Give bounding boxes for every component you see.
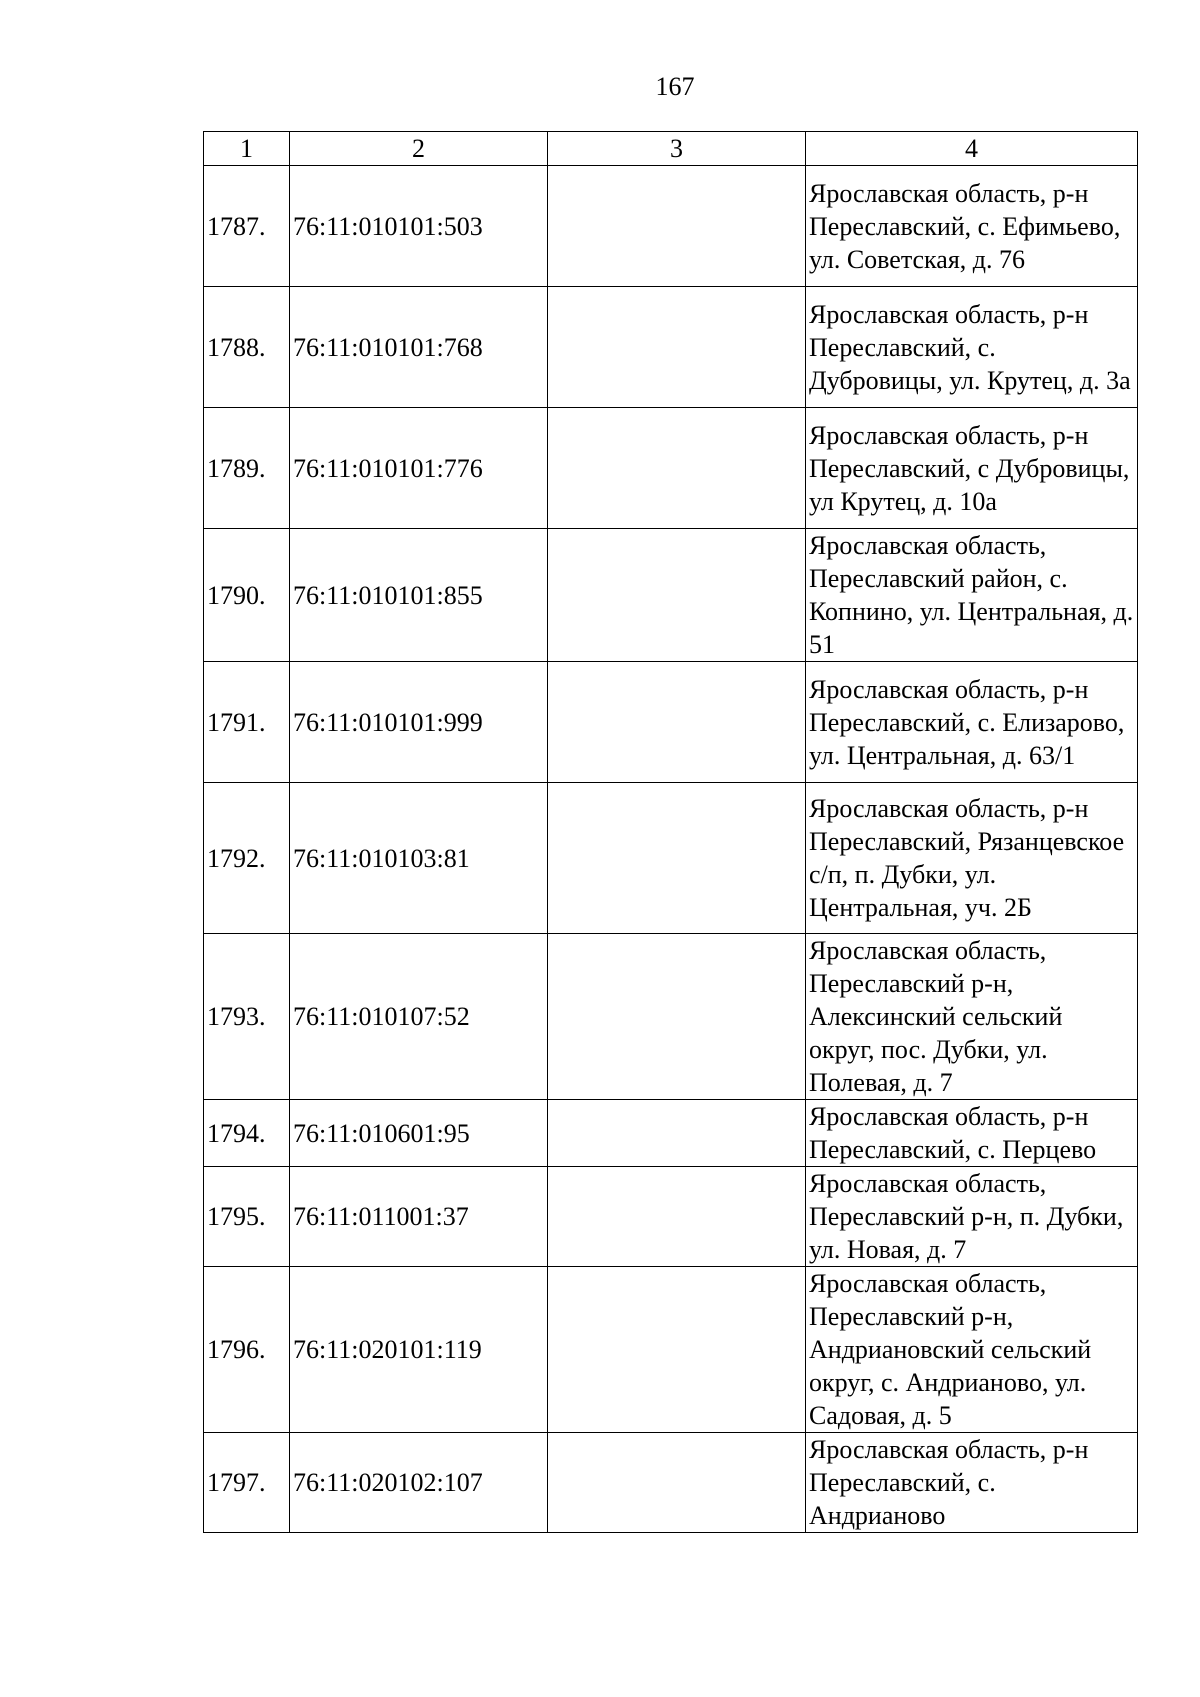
cadastral-number: 76:11:011001:37 <box>290 1167 548 1267</box>
table-row <box>204 1167 1138 1267</box>
column-header-3: 3 <box>548 132 806 166</box>
row-number: 1793. <box>204 934 290 1100</box>
table-row <box>204 1433 1138 1533</box>
address-cell: Ярославская область, Переславский р-н, Андриановский сельский округ, с. Андрианово, ул. Садовая, д. 5 <box>806 1267 1138 1433</box>
column-3-cell <box>548 529 806 662</box>
address-cell: Ярославская область, р-н Переславский, Рязанцевское с/п, п. Дубки, ул. Центральная, уч. 2Б <box>806 783 1138 934</box>
column-3-cell <box>548 783 806 934</box>
address-cell: Ярославская область, р-н Переславский, с. Перцево <box>806 1100 1138 1167</box>
table-row <box>204 662 1138 783</box>
cadastral-number: 76:11:020101:119 <box>290 1267 548 1433</box>
registry-table <box>203 131 1138 1533</box>
row-number: 1789. <box>204 408 290 529</box>
column-3-cell <box>548 1433 806 1533</box>
row-number: 1794. <box>204 1100 290 1167</box>
column-header-1: 1 <box>204 132 290 166</box>
column-3-cell <box>548 287 806 408</box>
column-3-cell <box>548 934 806 1100</box>
cadastral-number: 76:11:010103:81 <box>290 783 548 934</box>
row-number: 1790. <box>204 529 290 662</box>
cadastral-number: 76:11:010101:768 <box>290 287 548 408</box>
cadastral-number: 76:11:010101:999 <box>290 662 548 783</box>
table-row <box>204 1267 1138 1433</box>
row-number: 1788. <box>204 287 290 408</box>
address-cell: Ярославская область, р-н Переславский, с. Елизарово, ул. Центральная, д. 63/1 <box>806 662 1138 783</box>
row-number: 1791. <box>204 662 290 783</box>
cadastral-number: 76:11:010601:95 <box>290 1100 548 1167</box>
page-number: 167 <box>655 72 695 101</box>
column-header-2: 2 <box>290 132 548 166</box>
column-3-cell <box>548 166 806 287</box>
column-3-cell <box>548 662 806 783</box>
column-3-cell <box>548 1267 806 1433</box>
column-header-4: 4 <box>806 132 1138 166</box>
address-cell: Ярославская область, р-н Переславский, с. Андрианово <box>806 1433 1138 1533</box>
address-cell: Ярославская область, р-н Переславский, с Дубровицы, ул Крутец, д. 10а <box>806 408 1138 529</box>
address-cell: Ярославская область, р-н Переславский, с. Ефимьево, ул. Советская, д. 76 <box>806 166 1138 287</box>
table-row <box>204 166 1138 287</box>
table-row <box>204 1100 1138 1167</box>
table-row <box>204 287 1138 408</box>
address-cell: Ярославская область, р-н Переславский, с. Дубровицы, ул. Крутец, д. 3а <box>806 287 1138 408</box>
column-3-cell <box>548 1167 806 1267</box>
cadastral-number: 76:11:010107:52 <box>290 934 548 1100</box>
row-number: 1795. <box>204 1167 290 1267</box>
address-cell: Ярославская область, Переславский р-н, Алексинский сельский округ, пос. Дубки, ул. Полевая, д. 7 <box>806 934 1138 1100</box>
table-row <box>204 934 1138 1100</box>
table-row <box>204 408 1138 529</box>
table-row <box>204 783 1138 934</box>
cadastral-number: 76:11:010101:776 <box>290 408 548 529</box>
column-3-cell <box>548 1100 806 1167</box>
table-header-row <box>204 132 1138 166</box>
cadastral-number: 76:11:010101:855 <box>290 529 548 662</box>
address-cell: Ярославская область, Переславский р-н, п. Дубки, ул. Новая, д. 7 <box>806 1167 1138 1267</box>
row-number: 1792. <box>204 783 290 934</box>
row-number: 1787. <box>204 166 290 287</box>
cadastral-number: 76:11:010101:503 <box>290 166 548 287</box>
row-number: 1796. <box>204 1267 290 1433</box>
column-3-cell <box>548 408 806 529</box>
table-row <box>204 529 1138 662</box>
address-cell: Ярославская область, Переславский район, с. Копнино, ул. Центральная, д. 51 <box>806 529 1138 662</box>
row-number: 1797. <box>204 1433 290 1533</box>
cadastral-number: 76:11:020102:107 <box>290 1433 548 1533</box>
